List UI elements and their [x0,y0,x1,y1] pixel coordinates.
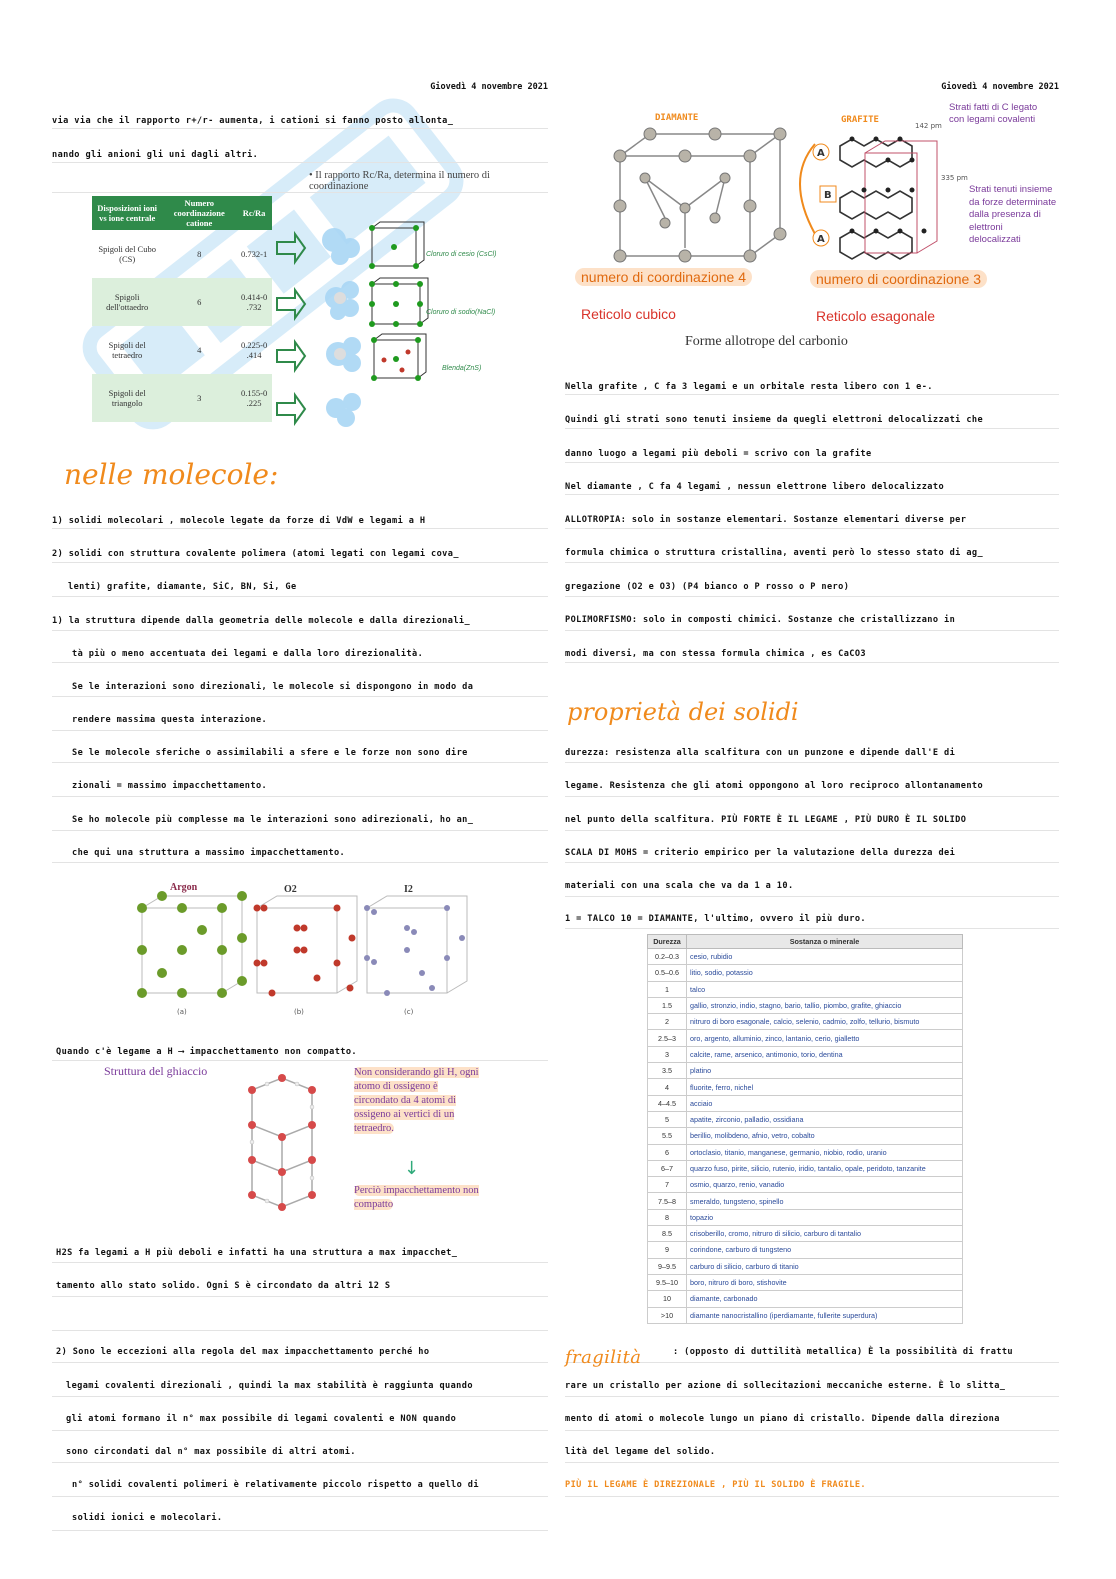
ratio-note: • Il rapporto Rc/Ra, determina il numero di coordinazione [309,170,490,192]
text-line: tà più o meno accentuata dei legami e dalla loro direzionalità. [72,649,424,659]
ice-line: Quando c'è legame a H ⟶ impacchettamento non compatto. [56,1047,357,1057]
coord-4-label: numero di coordinazione 4 [575,268,752,286]
mohs-row [648,1128,963,1144]
mohs-mineral: berillio, molibdeno, afnio, vetro, cobalto [687,1128,963,1144]
mohs-mineral: osmio, quarzo, renio, vanadio [687,1177,963,1193]
mohs-row [648,1291,963,1307]
svg-text:(c): (c) [404,1008,414,1016]
text-line: rendere massima questa interazione. [72,715,268,725]
text-line: 2) solidi con struttura covalente polimera (atomi legati con legami cova_ [52,549,459,559]
right-column [565,0,1059,1579]
ice-title: Struttura del ghiaccio [104,1064,208,1078]
text-line: gli atomi formano il n° max possibile di legami covalenti e NON quando [66,1414,457,1424]
text-line: n° solidi covalenti polimeri è relativamente piccolo rispetto a quello di [72,1480,479,1490]
h2s-line: H2S fa legami a H più deboli e infatti ha una struttura a max impacchet_ [56,1248,458,1258]
text-line: gregazione (O2 e O3) (P4 bianco o P rosso o P nero) [565,582,850,592]
text-line: lità del legame del solido. [565,1447,716,1457]
text-line: Nel diamante , C fa 4 legami , nessun elettrone libero delocalizzato [565,482,945,492]
mohs-hardness: 2 [648,1014,687,1030]
ice-structure-figure [232,1070,352,1230]
text-line: nel punto della scalfitura. PIÙ FORTE È IL LEGAME , PIÙ DURO È IL SOLIDO [565,815,967,825]
text-line: 1 = TALCO 10 = DIAMANTE, l'ultimo, ovvero il più duro. [565,914,866,924]
mohs-hardness: 6 [648,1144,687,1160]
text-line: 1) solidi molecolari , molecole legate da forze di VdW e legami a H [52,516,426,526]
mohs-line: SCALA DI MOHS = criterio empirico per la valutazione della durezza dei [565,848,956,858]
date-header: Giovedì 4 novembre 2021 [430,82,548,92]
mohs-mineral: cesio, rubidio [687,949,963,965]
text-line: danno luogo a legami più deboli = scrivo con la grafite [565,449,872,459]
mohs-row [648,1160,963,1176]
mohs-mineral: acciaio [687,1095,963,1111]
svg-text:(b): (b) [294,1008,304,1016]
mohs-row [648,1079,963,1095]
i2-label: I2 [404,884,413,895]
mohs-mineral: nitruro di boro esagonale, calcio, selenio, cadmio, zolfo, tellurio, bismuto [687,1014,963,1030]
mohs-row [648,949,963,965]
mohs-row [648,1144,963,1160]
text-line: Se ho molecole più complesse ma le interazioni sono adirezionali, ho an_ [72,815,474,825]
mohs-row [648,1274,963,1290]
svg-text:B: B [824,190,832,201]
coord-3-label: numero di coordinazione 3 [810,270,987,288]
mohs-mineral: platino [687,1063,963,1079]
ice-note: Non considerando gli H, ogni atomo di ossigeno è circondato da 4 atomi di ossigeno ai vertici di un tetraedro. [354,1067,479,1134]
section-title-proprieta: proprietà dei solidi [567,698,799,726]
molecular-crystals-figure [122,878,472,1018]
mohs-mineral: gallio, stronzio, indio, stagno, bario, tallio, piombo, grafite, ghiaccio [687,997,963,1013]
text-line: mento di atomi o molecole lungo un piano di cristallo. Dipende dalla direziona [565,1414,1000,1424]
mohs-hardness: 1 [648,981,687,997]
fragilita-line [565,1347,641,1368]
mohs-hardness: 8.5 [648,1226,687,1242]
text-line: zionali = massimo impacchettamento. [72,781,268,791]
text-line: 2) Sono le eccezioni alla regola del max impacchettamento perché ho [56,1347,430,1357]
fragile-conclusion: PIÙ IL LEGAME È DIREZIONALE , PIÙ IL SOLIDO È FRAGILE. [565,1480,866,1490]
mohs-row [648,1095,963,1111]
text-line: sono circondati dal n° max possibile di altri atomi. [66,1447,356,1457]
mohs-mineral: diamante, carbonado [687,1291,963,1307]
mohs-table: Durezza Sostanza o minerale 0.2–0.3 cesio, rubidio 0.5–0.6 litio, sodio, potassio 1 talco 1.5 gallio, stronzio, indio, stagno, bario, tallio, piombo, grafite, ghiaccio 2 nitruro di boro esagonale, calcio, selenio, cadmio, zolfo, tellurio, bismuto 2.5–3 oro, argento, alluminio, zinco, lantanio, cerio, gialletto 3 calcite, rame, arsenico, antimonio, torio, dentina 3.5 platino 4 fluorite, ferro, nichel 4–4.5 acciaio 5 apatite, zirconio, palladio, ossidiana 5.5 berillio, molibdeno, afnio, vetro, cobalto 6 ortoclasio, titanio, manganese, germanio, niobio, rodio, uranio 6–7 quarzo fuso, pirite, silicio, rutenio, iridio, tantalio, opale, peridoto, tanzanite 7 osmio, quarzo, renio, vanadio 7.5–8 smeraldo, tungsteno, spinello 8 topazio 8.5 crisoberillo, cromo, nitruro di silicio, carburo di tantalio 9 corindone, carburo di tungsteno 9–9.5 carburo di silicio, carburo di titanio 9.5–10 boro, nitruro di boro, stishovite 10 diamante, carbonado >10 diamante nanocristallino (iperdiamante, fullerite superdura) [647,934,963,1324]
text-line: solidi ionici e molecolari. [72,1513,223,1523]
svg-text:(a): (a) [177,1008,187,1016]
mohs-hardness: 7.5–8 [648,1193,687,1209]
intro-line: via via che il rapporto r+/r- aumenta, i cationi si fanno posto allonta_ [52,116,454,126]
grafite-label: GRAFITE [841,115,879,125]
mohs-row [648,997,963,1013]
text-line: Nella grafite , C fa 3 legami e un orbitale resta libero con 1 e-. [565,382,933,392]
mohs-mineral: ortoclasio, titanio, manganese, germanio, niobio, rodio, uranio [687,1144,963,1160]
mohs-mineral: smeraldo, tungsteno, spinello [687,1193,963,1209]
durezza-line: durezza: resistenza alla scalfitura con un punzone e dipende dall'E di [565,748,956,758]
mohs-hardness: 3 [648,1046,687,1062]
mohs-row [648,1242,963,1258]
mohs-mineral: fluorite, ferro, nichel [687,1079,963,1095]
text-line: lenti) grafite, diamante, SiC, BN, Si, Ge [68,582,297,592]
mohs-hardness: 2.5–3 [648,1030,687,1046]
text-line: Se le interazioni sono direzionali, le molecole si dispongono in modo da [72,682,474,692]
mohs-row [648,1014,963,1030]
mohs-hardness: 8 [648,1209,687,1225]
text-line: Se le molecole sferiche o assimilabili a sfere e le forze non sono dire [72,748,468,758]
mohs-mineral: apatite, zirconio, palladio, ossidiana [687,1111,963,1127]
mohs-hardness: 6–7 [648,1160,687,1176]
down-arrow-icon: ↓ [404,1158,420,1179]
text-line: modi diversi, ma con stessa formula chimica , es CaCO3 [565,649,866,659]
date-header: Giovedì 4 novembre 2021 [941,82,1059,92]
layers-note: Strati fatti di C legato con legami covalenti [949,102,1038,125]
mohs-hardness: 0.5–0.6 [648,965,687,981]
fragilita-title: fragilità [565,1347,642,1368]
text-line: rare un cristallo per azione di sollecitazioni meccaniche esterne. È lo slitta_ [565,1381,1006,1391]
diamante-label: DIAMANTE [655,113,699,123]
argon-label: Argon [170,882,198,893]
mohs-hardness: 9.5–10 [648,1274,687,1290]
coordination-table: Disposizioni ioni vs ione centrale Numero coordinazione catione Rc/Ra Spigoli del Cubo (CS) 8 0.732-1 Spigoli dell'ottaedro 6 0.414-0 .732 Spigoli del tetraedro 4 0.225-0 .414 Spigoli del triangolo 3 0.155-0 .225 [92,196,272,422]
mohs-row [648,1030,963,1046]
h2s-line: tamento allo stato solido. Ogni S è circondato da altri 12 S [56,1281,391,1291]
text-line: legame. Resistenza che gli atomi oppongono al loro reciproco allontanamento [565,781,984,791]
svg-text:335 pm: 335 pm [941,174,968,182]
text-line: materiali con una scala che va da 1 a 10. [565,881,794,891]
text-line: che qui una struttura a massimo impacchettamento. [72,848,346,858]
text-line: 1) la struttura dipende dalla geometria delle molecole e dalla direzionali_ [52,616,471,626]
left-column [52,0,548,1579]
mohs-row [648,965,963,981]
zns-label: Blenda(ZnS) [442,365,482,372]
svg-text:142 pm: 142 pm [915,122,942,130]
mohs-hardness: 1.5 [648,997,687,1013]
mohs-row [648,1111,963,1127]
cscl-label: Cloruro di cesio (CsCl) [426,251,497,258]
mohs-row [648,1063,963,1079]
figure-caption: Forme allotrope del carbonio [685,334,848,349]
mohs-mineral: diamante nanocristallino (iperdiamante, fullerite superdura) [687,1307,963,1323]
mohs-row [648,1258,963,1274]
o2-label: O2 [284,884,297,895]
mohs-hardness: 4 [648,1079,687,1095]
mohs-mineral: topazio [687,1209,963,1225]
ice-result: Perciò impacchettamento non compatto [354,1185,479,1210]
mohs-row [648,981,963,997]
mohs-row [648,1307,963,1323]
mohs-row [648,1209,963,1225]
mohs-row [648,1193,963,1209]
mohs-hardness: 9 [648,1242,687,1258]
text-line: : (opposto di duttilità metallica) È la possibilità di frattu [673,1347,1014,1357]
mohs-mineral: corindone, carburo di tungsteno [687,1242,963,1258]
mohs-mineral: oro, argento, alluminio, zinco, lantanio, cerio, gialletto [687,1030,963,1046]
text-line: Quindi gli strati sono tenuti insieme da quegli elettroni delocalizzati che [565,415,984,425]
coordination-figures [274,220,497,430]
svg-text:A: A [817,234,825,245]
forces-note: Strati tenuti insieme da forze determinate dalla presenza di elettroni delocalizzati [969,184,1057,245]
mohs-row [648,1177,963,1193]
mohs-mineral: quarzo fuso, pirite, silicio, rutenio, iridio, tantalio, opale, peridoto, tanzanite [687,1160,963,1176]
mohs-hardness: 9–9.5 [648,1258,687,1274]
mohs-hardness: 7 [648,1177,687,1193]
mohs-mineral: calcite, rame, arsenico, antimonio, torio, dentina [687,1046,963,1062]
mohs-hardness: 5.5 [648,1128,687,1144]
cubic-lattice-label: Reticolo cubico [581,306,676,322]
mohs-mineral: crisoberillo, cromo, nitruro di silicio, carburo di tantalio [687,1226,963,1242]
polimorfismo-line: POLIMORFISMO: solo in composti chimici. Sostanze che cristallizzano in [565,615,956,625]
mohs-hardness: 0.2–0.3 [648,949,687,965]
mohs-hardness: 3.5 [648,1063,687,1079]
nacl-label: Cloruro di sodio(NaCl) [426,309,496,316]
intro-line: nando gli anioni gli uni dagli altri. [52,150,259,160]
mohs-mineral: litio, sodio, potassio [687,965,963,981]
mohs-row [648,1046,963,1062]
hex-lattice-label: Reticolo esagonale [816,308,936,324]
mohs-mineral: talco [687,981,963,997]
mohs-hardness: 4–4.5 [648,1095,687,1111]
mohs-hardness: 5 [648,1111,687,1127]
mohs-row [648,1226,963,1242]
mohs-mineral: boro, nitruro di boro, stishovite [687,1274,963,1290]
mohs-mineral: carburo di silicio, carburo di titanio [687,1258,963,1274]
section-title-molecole: nelle molecole: [64,458,279,491]
svg-text:A: A [817,148,825,159]
text-line: formula chimica o struttura cristallina, aventi però lo stesso stato di ag_ [565,548,984,558]
mohs-hardness: >10 [648,1307,687,1323]
allotropia-line: ALLOTROPIA: solo in sostanze elementari. Sostanze elementari diverse per [565,515,967,525]
text-line: legami covalenti direzionali , quindi la max stabilità è raggiunta quando [66,1381,473,1391]
mohs-hardness: 10 [648,1291,687,1307]
